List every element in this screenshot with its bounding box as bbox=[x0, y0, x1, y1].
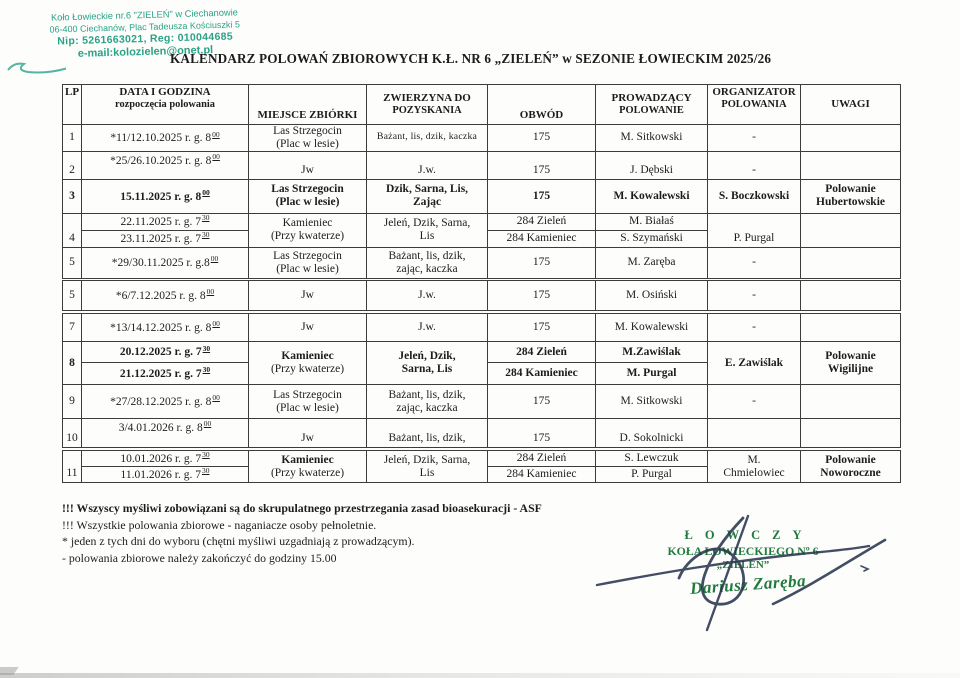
cell-organizator: - bbox=[708, 314, 801, 342]
cell-prowadzacy: M. Sitkowski bbox=[596, 385, 708, 419]
table-row bbox=[63, 342, 901, 363]
date-text: *29/30.11.2025 r. $g.8^{00}$ bbox=[111, 254, 219, 270]
cell-organizator: - bbox=[708, 385, 801, 419]
cell-obwod: 175 bbox=[488, 247, 596, 278]
date-text: 20.12.2025 r. g. $7^{30}$ bbox=[119, 343, 211, 359]
cell-lp: 7 bbox=[63, 314, 82, 342]
cell-miejsce-zbiorki: Las Strzegocin (Plac w lesie) bbox=[249, 247, 367, 278]
cell-miejsce-zbiorki: Kamieniec (Przy kwaterze) bbox=[249, 342, 367, 385]
cell-date bbox=[82, 247, 249, 278]
cell-obwod: 175 bbox=[488, 179, 596, 213]
cell-date bbox=[82, 385, 249, 419]
date-text: 21.12.2025 r. g. $7^{30}$ bbox=[119, 365, 211, 380]
date-text: *13/14.12.2025 r. g. $8^{00}$ bbox=[110, 319, 220, 334]
cell-prowadzacy: M. Kowalewski bbox=[596, 314, 708, 342]
date-text: *25/26.10.2025 r. g. $8^{00}$ bbox=[110, 151, 220, 167]
cell-date bbox=[82, 363, 249, 385]
cell-date bbox=[82, 419, 249, 448]
cell-uwagi bbox=[801, 151, 901, 179]
date-text: 22.11.2025 r. g. $7^{30}$ bbox=[120, 213, 210, 229]
cell-date bbox=[82, 314, 249, 342]
stamp-line-nip-reg: Nip: 5261663021, Reg: 010044685 bbox=[57, 30, 234, 48]
cell-lp: 11 bbox=[63, 451, 82, 483]
cell-obwod: 284 Kamieniec bbox=[488, 467, 596, 483]
lowczy-stamp bbox=[648, 528, 838, 572]
cell-organizator: - bbox=[708, 151, 801, 179]
cell-date bbox=[82, 451, 249, 467]
cell-uwagi: Polowanie Hubertowskie bbox=[801, 179, 901, 213]
cell-uwagi bbox=[801, 213, 901, 247]
table-row bbox=[63, 281, 901, 311]
cell-organizator: M. Chmielowiec bbox=[708, 451, 801, 483]
cell-zwierzyna: Jeleń, Dzik, Sarna, Lis bbox=[367, 213, 488, 247]
table-row bbox=[63, 314, 901, 342]
cell-obwod: 175 bbox=[488, 314, 596, 342]
note-zakonczenie: - polowania zbiorowe należy zakończyć do godziny 15.00 bbox=[62, 550, 337, 565]
cell-lp: 5 bbox=[63, 247, 82, 278]
cell-date bbox=[82, 151, 249, 179]
cell-miejsce-zbiorki: Jw bbox=[249, 314, 367, 342]
cell-lp: 4 bbox=[63, 213, 82, 247]
cell-miejsce-zbiorki: Las Strzegocin (Plac w lesie) bbox=[249, 125, 367, 152]
date-text: 3/4.01.2026 r. g. $8^{00}$ bbox=[118, 419, 212, 434]
date-text: *27/28.12.2025 r. g. $8^{00}$ bbox=[110, 393, 220, 408]
cell-uwagi: Polowanie Wigilijne bbox=[801, 342, 901, 385]
table-header-row bbox=[63, 85, 901, 125]
cell-zwierzyna: J.w. bbox=[367, 151, 488, 179]
cell-zwierzyna: Jeleń, Dzik, Sarna, Lis bbox=[367, 342, 488, 385]
cell-miejsce-zbiorki: Las Strzegocin (Plac w lesie) bbox=[249, 179, 367, 213]
cell-zwierzyna: J.w. bbox=[367, 281, 488, 311]
cell-miejsce-zbiorki: Jw bbox=[249, 281, 367, 311]
signature-name: Dariusz Zaręba bbox=[689, 570, 807, 599]
date-text: *6/7.12.2025 r. g. $8^{00}$ bbox=[115, 287, 215, 302]
cell-organizator: S. Boczkowski bbox=[708, 179, 801, 213]
cell-uwagi bbox=[801, 281, 901, 311]
table-row bbox=[63, 385, 901, 419]
scan-edge bbox=[0, 673, 960, 678]
header-col-4: OBWÓD bbox=[488, 85, 596, 125]
stamp-line-zielen: „ZIELEŃ” bbox=[716, 559, 770, 572]
header-col-2: MIEJSCE ZBIÓRKI bbox=[249, 85, 367, 125]
cell-organizator: E. Zawiślak bbox=[708, 342, 801, 385]
cell-uwagi bbox=[801, 385, 901, 419]
cell-obwod: 175 bbox=[488, 125, 596, 152]
cell-lp: 9 bbox=[63, 385, 82, 419]
header-col-0: LP bbox=[63, 85, 82, 125]
cell-lp: 8 bbox=[63, 342, 82, 385]
cell-zwierzyna: Bażant, lis, dzik, bbox=[367, 419, 488, 448]
header-col-6: ORGANIZATOR POLOWANIA bbox=[708, 85, 801, 125]
cell-lp: 3 bbox=[63, 179, 82, 213]
cell-obwod: 284 Kamieniec bbox=[488, 230, 596, 247]
cell-date bbox=[82, 179, 249, 213]
cell-prowadzacy: S. Lewczuk bbox=[596, 451, 708, 467]
cell-organizator: P. Purgal bbox=[708, 213, 801, 247]
cell-miejsce-zbiorki: Jw bbox=[249, 151, 367, 179]
cell-obwod: 175 bbox=[488, 385, 596, 419]
table-row bbox=[63, 419, 901, 448]
cell-date bbox=[82, 342, 249, 363]
pen-mark-icon bbox=[6, 50, 66, 78]
note-wybor-dnia: * jeden z tych dni do wyboru (chętni myśliwi uzgadniają z prowadzącym). bbox=[62, 534, 415, 548]
table-row bbox=[63, 125, 901, 152]
cell-lp: 10 bbox=[63, 419, 82, 448]
cell-uwagi bbox=[801, 314, 901, 342]
date-text: *11/12.10.2025 r. g. $8^{00}$ bbox=[110, 129, 220, 145]
cell-obwod: 175 bbox=[488, 419, 596, 448]
cell-zwierzyna: Jeleń, Dzik, Sarna, Lis bbox=[367, 451, 488, 483]
cell-lp: 2 bbox=[63, 151, 82, 179]
footer-notes bbox=[62, 500, 542, 566]
header-col-1: DATA I GODZINA rozpoczęcia polowania bbox=[82, 85, 249, 125]
cell-date bbox=[82, 230, 249, 247]
table-row bbox=[63, 179, 901, 213]
cell-prowadzacy: S. Szymański bbox=[596, 230, 708, 247]
cell-date bbox=[82, 281, 249, 311]
cell-prowadzacy: M. Białaś bbox=[596, 213, 708, 230]
cell-prowadzacy: D. Sokolnicki bbox=[596, 419, 708, 448]
cell-miejsce-zbiorki: Kamieniec (Przy kwaterze) bbox=[249, 213, 367, 247]
table-row bbox=[63, 151, 901, 179]
cell-obwod: 284 Zieleń bbox=[488, 213, 596, 230]
cell-prowadzacy: M. Kowalewski bbox=[596, 179, 708, 213]
cell-obwod: 284 Zieleń bbox=[488, 451, 596, 467]
cell-miejsce-zbiorki: Kamieniec (Przy kwaterze) bbox=[249, 451, 367, 483]
stamp-line-email: e-mail:kolozielen@onet.pl bbox=[77, 44, 214, 60]
header-col-7: UWAGI bbox=[801, 85, 901, 125]
cell-prowadzacy: J. Dębski bbox=[596, 151, 708, 179]
cell-obwod: 175 bbox=[488, 281, 596, 311]
cell-date bbox=[82, 213, 249, 230]
cell-zwierzyna: J.w. bbox=[367, 314, 488, 342]
cell-lp: 5 bbox=[63, 281, 82, 311]
table-row bbox=[63, 451, 901, 467]
cell-prowadzacy: P. Purgal bbox=[596, 467, 708, 483]
cell-organizator bbox=[708, 419, 801, 448]
cell-obwod: 284 Zieleń bbox=[488, 342, 596, 363]
cell-date bbox=[82, 467, 249, 483]
cell-organizator: - bbox=[708, 247, 801, 278]
cell-obwod: 175 bbox=[488, 151, 596, 179]
table-row bbox=[63, 213, 901, 230]
cell-uwagi: Polowanie Noworoczne bbox=[801, 451, 901, 483]
cell-uwagi bbox=[801, 247, 901, 278]
cell-organizator: - bbox=[708, 125, 801, 152]
note-asf: !!! Wszyscy myśliwi zobowiązani są do skrupulatnego przestrzegania zasad bioasekuracji - ASF bbox=[62, 501, 542, 515]
cell-prowadzacy: M.Zawiślak bbox=[596, 342, 708, 363]
cell-zwierzyna: Bażant, lis, dzik, zając, kaczka bbox=[367, 385, 488, 419]
cell-zwierzyna: Dzik, Sarna, Lis, Zając bbox=[367, 179, 488, 213]
cell-date bbox=[82, 125, 249, 152]
note-naganiacze: !!! Wszystkie polowania zbiorowe - naganiacze osoby pełnoletnie. bbox=[62, 517, 377, 532]
stamp-line-lowczy: ŁOWCZY bbox=[684, 528, 814, 542]
stamp-line-kola: KOŁA ŁOWIECKIEGO Nº 6 bbox=[667, 544, 819, 558]
cell-prowadzacy: M. Purgal bbox=[596, 363, 708, 385]
header-col-5: PROWADZĄCY POLOWANIE bbox=[596, 85, 708, 125]
page-title: KALENDARZ POLOWAŃ ZBIOROWYCH K.Ł. NR 6 „ZIELEŃ” w SEZONIE ŁOWIECKIM 2025/26 bbox=[170, 51, 772, 66]
cell-miejsce-zbiorki: Las Strzegocin (Plac w lesie) bbox=[249, 385, 367, 419]
date-text: 23.11.2025 r. g. $7^{30}$ bbox=[120, 230, 210, 246]
cell-uwagi bbox=[801, 125, 901, 152]
cell-obwod: 284 Kamieniec bbox=[488, 363, 596, 385]
cell-uwagi bbox=[801, 419, 901, 448]
cell-zwierzyna: Bażant, lis, dzik, zając, kaczka bbox=[367, 247, 488, 278]
cell-prowadzacy: M. Osiński bbox=[596, 281, 708, 311]
cell-lp: 1 bbox=[63, 125, 82, 152]
table-row bbox=[63, 247, 901, 278]
date-text: 15.11.2025 r. g. $8^{00}$ bbox=[120, 187, 210, 203]
cell-prowadzacy: M. Sitkowski bbox=[596, 125, 708, 152]
cell-prowadzacy: M. Zaręba bbox=[596, 247, 708, 278]
cell-miejsce-zbiorki: Jw bbox=[249, 419, 367, 448]
stamp-line-address: 06-400 Ciechanów, Plac Tadeusza Kościuszki 5 bbox=[49, 18, 241, 35]
cell-organizator: - bbox=[708, 281, 801, 311]
cell-zwierzyna: Bażant, lis, dzik, kaczka bbox=[367, 125, 488, 152]
date-text: 11.01.2026 r. g. $7^{30}$ bbox=[120, 466, 210, 481]
header-col-3: ZWIERZYNA DO POZYSKANIA bbox=[367, 85, 488, 125]
date-text: 10.01.2026 r. g. $7^{30}$ bbox=[120, 450, 210, 465]
stamp-line-club-name: Koło Łowieckie nr.6 "ZIELEŃ" w Ciechanowie bbox=[50, 7, 239, 23]
